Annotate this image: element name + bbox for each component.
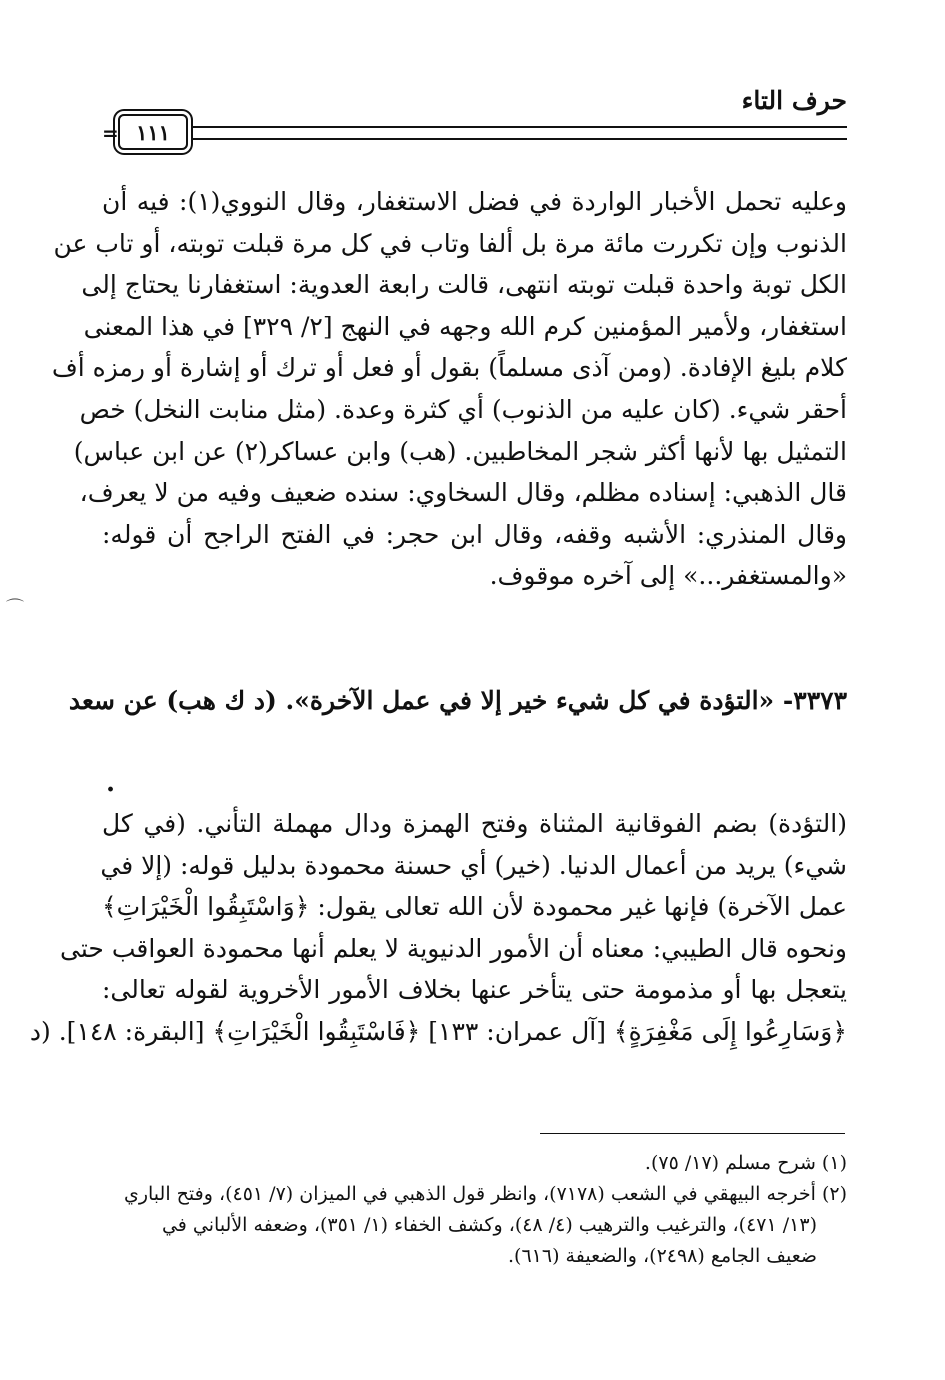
- text-line: ونحوه قال الطيبي: معناه أن الأمور الدنيوية لا يعلم أنها محمودة العواقب حتى: [60, 933, 847, 963]
- text-line: قال الذهبي: إسناده مظلم، وقال السخاوي: سنده ضعيف وفيه من لا يعرف،: [79, 478, 847, 508]
- text-line: عمل الآخرة) فإنها غير محمودة لأن الله تعالى يقول: ﴿وَاسْتَبِقُوا الْخَيْرَاتِ﴾: [102, 892, 847, 922]
- commentary-block-2: [29, 803, 847, 1053]
- chapter-title: حرف التاء: [741, 86, 847, 115]
- text-line: وقال المنذري: الأشبه وقفه، وقال ابن حجر: في الفتح الراجح أن قوله:: [102, 519, 847, 549]
- stray-dot: .: [106, 768, 116, 798]
- text-line: الكل توبة واحدة قبلت توبته انتهى، قالت رابعة العدوية: استغفارنا يحتاج إلى: [81, 270, 847, 300]
- text-line: التمثيل بها لأنها أكثر شجر المخاطبين. (هب) وابن عساكر(٢) عن ابن عباس): [73, 436, 847, 466]
- footnote-2: (٢) أخرجه البيهقي في الشعب (٧١٧٨)، وانظر قول الذهبي في الميزان (٧/ ٤٥١)، وفتح الباري: [123, 1183, 847, 1205]
- text-line: شيء) يريد من أعمال الدنيا. (خير) أي حسنة محمودة بدليل قوله: (إلا في: [100, 850, 847, 880]
- footnotes: [102, 1148, 847, 1272]
- header-rule: [190, 126, 847, 140]
- commentary-block-1: [51, 181, 848, 597]
- text-line: يتعجل بها أو مذمومة حتى يتأخر عنها بخلاف الأمور الأخروية لقوله تعالى:: [102, 975, 847, 1005]
- text-line: (التؤدة) بضم الفوقانية المثناة وفتح الهمزة ودال مهملة التأني. (في كل: [102, 809, 847, 838]
- page-number: ١١١: [118, 114, 188, 150]
- footnote-separator: [540, 1133, 845, 1134]
- text-line: أحقر شيء. (كان عليه من الذنوب) أي كثرة وعدة. (مثل منابت النخل) خص: [79, 394, 847, 424]
- text-line: استغفار، ولأمير المؤمنين كرم الله وجهه في النهج [٢/ ٣٢٩] في هذا المعنى: [83, 311, 847, 341]
- scan-mark: ⌒: [6, 598, 24, 619]
- text-line: كلام بليغ الإفادة. (ومن آذى مسلماً) بقول أو فعل أو ترك أو إشارة أو رمزه أف: [51, 353, 847, 383]
- hadith-text: ٣٣٧٣- «التؤدة في كل شيء خير إلا في عمل الآخرة». (د ك هب) عن سعد: [68, 686, 847, 715]
- text-line: وعليه تحمل الأخبار الواردة في فضل الاستغفار، وقال النووي(١): فيه أن: [102, 187, 848, 216]
- header-rule-end: =: [102, 121, 119, 145]
- text-line: «والمستغفر...» إلى آخره موقوف.: [489, 561, 847, 591]
- text-line: ﴿وَسَارِعُوا إِلَى مَغْفِرَةٍ﴾ [آل عمران: ١٣٣] ﴿فَاسْتَبِقُوا الْخَيْرَاتِ﴾ [البقرة: ١٤٨]. (د: [29, 1016, 847, 1046]
- footnote-2-continued: (١٣/ ٤٧١)، والترغيب والترهيب (٤/ ٤٨)، وكشف الخفاء (١/ ٣٥١)، وضعفه الألباني في: [161, 1214, 817, 1236]
- hadith-entry: [68, 680, 847, 722]
- footnote-1: (١) شرح مسلم (١٧/ ٧٥).: [644, 1152, 847, 1174]
- text-line: الذنوب وإن تكررت مائة مرة بل ألفا وتاب في كل مرة قبلت توبته، أو تاب عن: [53, 228, 847, 258]
- footnote-2-continued: ضعيف الجامع (٢٤٩٨)، والضعيفة (٦١٦).: [508, 1245, 817, 1267]
